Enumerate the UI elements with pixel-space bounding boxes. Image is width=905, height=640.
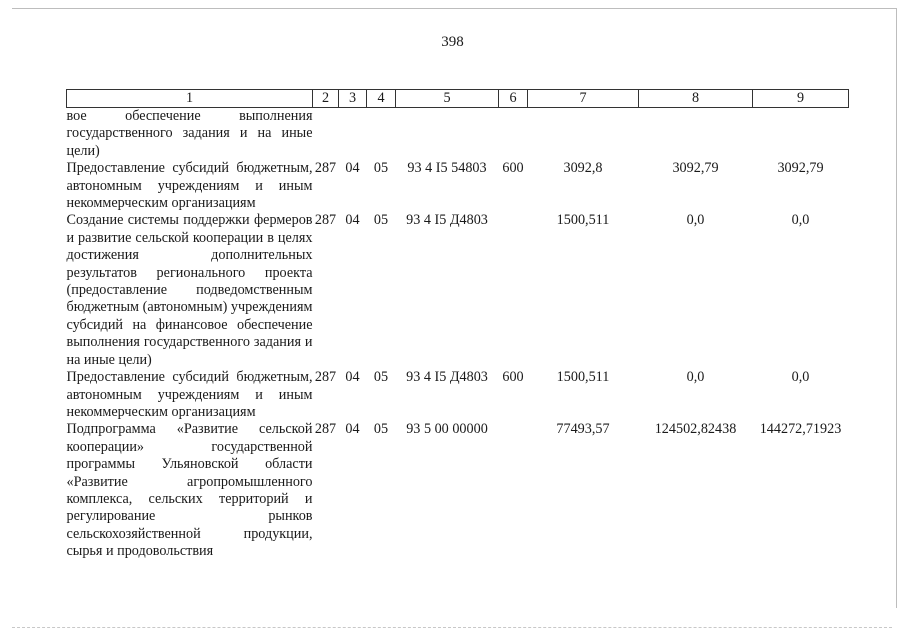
row-amount-1: 77493,57 [556,421,610,438]
header-col-1: 1 [67,90,313,108]
row-amount-1: 1500,511 [556,369,610,386]
row-name: Подпрограмма «Развитие сельской кооперации» государственной программы Ульяновской области «Развитие агропромышленного комплекса, сельских территорий и регулирование рынков сельскохозяйственной продукции, сырья и продовольствия [66,421,313,560]
row-amount-2 [639,108,753,161]
row-amount-2: 124502,82438 [654,421,737,438]
row-amount-1 [528,108,639,161]
header-col-8: 8 [639,90,753,108]
row-ministry: 287 [314,212,337,229]
row-subsection [367,108,396,161]
header-col-6: 6 [499,90,528,108]
row-subsection: 05 [373,369,389,386]
row-amount-3: 0,0 [791,212,810,229]
row-amount-3: 144272,71923 [759,421,842,438]
header-col-5: 5 [396,90,499,108]
page-number: 398 [441,34,464,50]
row-amount-1: 3092,8 [563,160,603,177]
scan-artifact-line [12,627,892,628]
row-expense-type [499,421,528,560]
row-name: Предоставление субсидий бюджетным, автономным учреждениям и иным некоммерческим организациям [66,369,313,420]
row-expense-type: 600 [502,369,524,386]
page-border-right [896,8,897,608]
header-col-9: 9 [753,90,849,108]
row-section [339,108,367,161]
row-section: 04 [345,421,360,438]
table-row [67,108,849,161]
row-subsection: 05 [373,212,389,229]
row-name: Предоставление субсидий бюджетным, автономным учреждениям и иным некоммерческим организациям [66,160,313,212]
row-section: 04 [345,369,360,386]
row-ministry: 287 [314,369,337,386]
row-name: Создание системы поддержки фермеров и развитие сельской кооперации в целях достижения дополнительных результатов регионального проекта (предоставление подведомственным бюджетным (автономным) учреждениям субсидий на финансовое обеспечение выполнения государственного задания и на иные цели) [66,212,313,368]
row-ministry: 287 [314,160,337,177]
row-section: 04 [345,212,360,229]
table-row [67,421,849,560]
header-col-4: 4 [367,90,396,108]
row-amount-3: 0,0 [791,369,810,386]
row-ministry: 287 [314,421,337,438]
row-target-article: 93 5 00 00000 [406,421,488,438]
row-amount-2: 0,0 [686,212,705,229]
row-amount-1: 1500,511 [556,212,610,229]
budget-table [66,89,849,561]
row-target-article: 93 4 I5 Д4803 [406,369,488,386]
row-amount-2: 3092,79 [672,160,719,177]
row-subsection: 05 [373,160,389,177]
table-row [67,369,849,421]
row-expense-type: 600 [502,160,524,177]
row-target-article: 93 4 I5 54803 [407,160,487,177]
row-expense-type [499,212,528,369]
row-name: вое обеспечение выполнения государственного задания и на иные цели) [66,108,313,159]
header-col-3: 3 [339,90,367,108]
row-amount-3: 3092,79 [777,160,824,177]
row-amount-2: 0,0 [686,369,705,386]
header-col-7: 7 [528,90,639,108]
row-expense-type [499,108,528,161]
header-col-2: 2 [313,90,339,108]
header-row [67,90,849,108]
row-target-article [396,108,499,161]
row-target-article: 93 4 I5 Д4803 [406,212,488,229]
table-row [67,160,849,212]
table-row [67,212,849,369]
page-border-top [12,8,897,9]
row-ministry [313,108,339,161]
row-section: 04 [345,160,360,177]
row-amount-3 [753,108,849,161]
row-subsection: 05 [373,421,389,438]
